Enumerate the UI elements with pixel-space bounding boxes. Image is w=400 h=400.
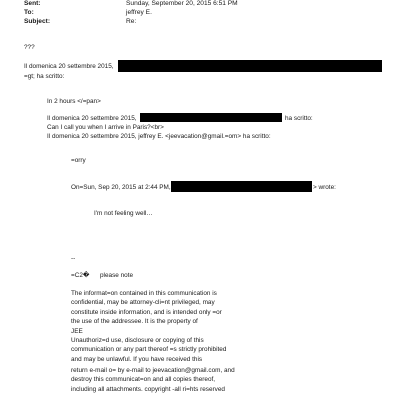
disclaimer-line: destroy this communicat=on and all copies thereof, [71, 376, 216, 384]
disclaimer-line: return e-mail o= by e-mail to jeevacation@gmail.com, and [71, 367, 235, 374]
quote1-line1: Il domenica 20 settembre 2015, [24, 63, 114, 70]
disclaimer-line: JEE [71, 327, 83, 335]
quote2-line1: Il domenica 20 settembre 2015, [47, 115, 137, 122]
question-marks: ??? [24, 44, 35, 51]
sent-value: Sunday, September 20, 2015 6:51 PM [126, 0, 238, 7]
redaction-block [118, 60, 382, 72]
disclaimer-line: communication or any part thereof =s strictly prohibited [71, 346, 227, 354]
please-note-prefix: =C2� [71, 272, 90, 279]
disclaimer-line: including all attachments. copyright -all ri=hts reserved [71, 385, 225, 393]
sorry-text: =orry [71, 157, 86, 164]
subject-label: Subject: [24, 18, 51, 25]
wrote-text: > wrote: [313, 184, 336, 191]
disclaimer-line: constitute inside information, and is intended only =or [71, 308, 222, 316]
subject-value: Re: [126, 18, 137, 25]
disclaimer-line: confidential, may be attorney-cli=nt privileged, may [71, 299, 215, 307]
to-label: To: [24, 9, 34, 16]
please-note-text: please note [100, 272, 134, 279]
redaction-block [140, 113, 282, 122]
disclaimer-line: the use of the addressee. It is the property of [71, 318, 198, 326]
in-two-hours: In 2 hours </=pan> [47, 98, 101, 105]
to-value: jeffrey E. [126, 9, 152, 16]
disclaimer-paragraph [71, 289, 226, 364]
sent-label: Sent: [24, 0, 41, 7]
disclaimer-line: The informat=on contained in this communication is [71, 290, 217, 297]
disclaimer-line: and may be unlawful. If you have received this [71, 355, 203, 363]
not-feeling-text: I'm not feeling well… [94, 210, 153, 217]
quote2-line1-end: ha scritto: [285, 115, 313, 122]
quote1-line2: =gt; ha scritto: [24, 73, 65, 80]
redaction-block [171, 181, 312, 192]
signature-dashes: -- [71, 255, 76, 262]
quote2-line2: Can I call you when I arrive in Paris?<br> [47, 124, 164, 131]
disclaimer-continuation [71, 366, 235, 394]
quote2-line3: Il domenica 20 settembre 2015, jeffrey E. <jeevacation@gmail.=om> ha scritto: [47, 133, 271, 140]
on-sun-line: On=Sun, Sep 20, 2015 at 2:44 PM, [71, 184, 171, 191]
disclaimer-line: Unauthoriz=d use, disclosure or copying of this [71, 337, 204, 345]
